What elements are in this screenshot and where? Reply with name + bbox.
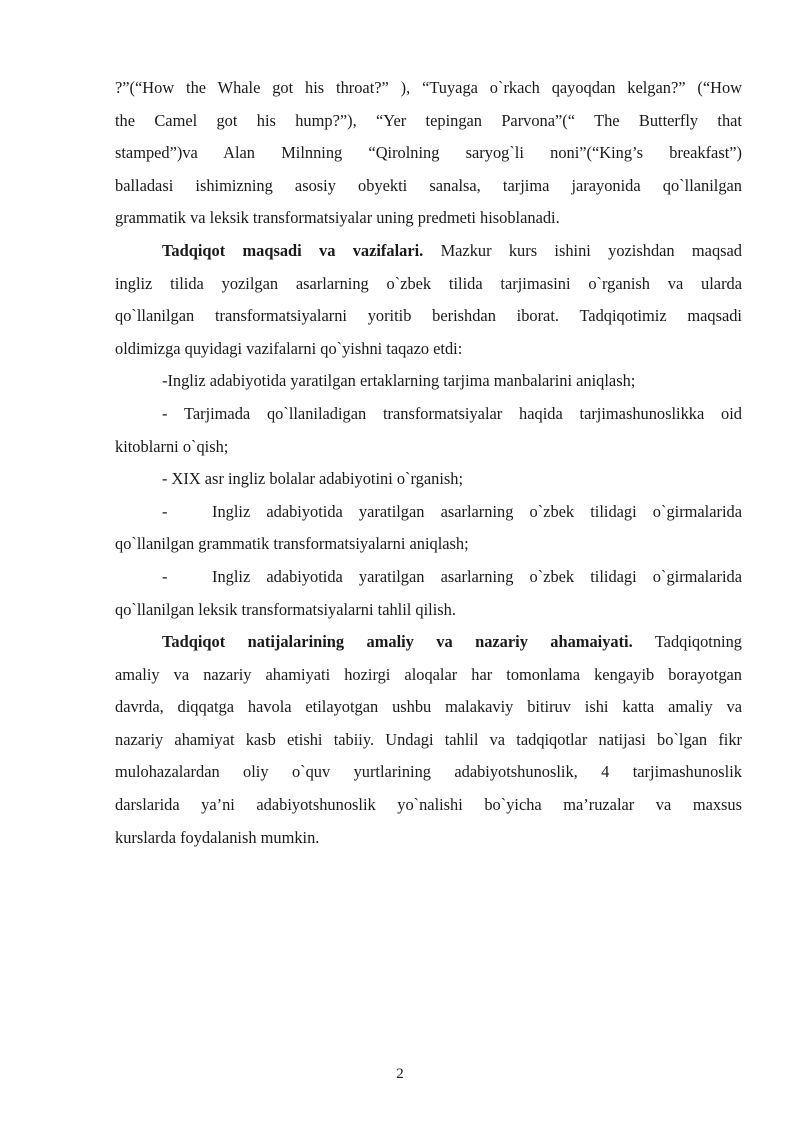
text-line: balladasi ishimizning asosiy obyekti sanalsa, tarjima jarayonida qo`llanilgan (115, 175, 742, 195)
text-line: Mazkur kurs ishini yozishdan maqsad (423, 240, 742, 260)
text-line: grammatik va leksik transformatsiyalar uning predmeti hisoblanadi. (115, 208, 560, 228)
text-line: ingliz tilida yozilgan asarlarning o`zbek tilida tarjimasini o`rganish va ularda (115, 273, 742, 293)
paragraph-first-line (115, 626, 742, 659)
text-line: darslarida ya’ni adabiyotshunoslik yo`nalishi bo`yicha ma’ruzalar va maxsus (115, 795, 742, 815)
text-line: qo`llanilgan transformatsiyalarni yoritib berishdan iborat. Tadqiqotimiz maqsadi (115, 306, 742, 326)
text-line: oldimizga quyidagi vazifalarni qo`yishni taqazo etdi: (115, 338, 463, 358)
list-dash: - (162, 501, 168, 521)
task-item (115, 496, 742, 529)
section-heading-goals: Tadqiqot maqsadi va vazifalari. (162, 240, 424, 260)
section-heading-significance: Tadqiqot natijalarining amaliy va nazariy ahamaiyati. (162, 632, 633, 652)
text-line: Tadqiqotning (632, 632, 742, 652)
paragraph-first-line (115, 235, 742, 268)
text-line: nazariy ahamiyat kasb etishi tabiiy. Undagi tahlil va tadqiqotlar natijasi bo`lgan fikr (115, 729, 742, 749)
document-page (115, 72, 742, 854)
text-line: the Camel got his hump?”), “Yer tepingan Parvona”(“ The Butterfly that (115, 110, 742, 130)
text-line: amaliy va nazariy ahamiyati hozirgi aloqalar har tomonlama kengayib borayotgan (115, 664, 742, 684)
text-line: ?”(“How the Whale got his throat?” ), “Tuyaga o`rkach qayoqdan kelgan?” (“How (115, 78, 742, 97)
task-text: Ingliz adabiyotida yaratilgan asarlarning o`zbek tilidagi o`girmalarida (212, 566, 742, 586)
task-item-continuation: qo`llanilgan grammatik transformatsiyalarni aniqlash; (115, 534, 469, 554)
task-item: -Ingliz adabiyotida yaratilgan ertaklarning tarjima manbalarini aniqlash; (162, 371, 636, 391)
task-text: Ingliz adabiyotida yaratilgan asarlarning o`zbek tilidagi o`girmalarida (212, 501, 742, 521)
task-item-continuation: kitoblarni o`qish; (115, 436, 229, 456)
text-line: mulohazalardan oliy o`quv yurtlarining adabiyotshunoslik, 4 tarjimashunoslik (115, 762, 742, 782)
list-dash: - (162, 566, 168, 586)
task-item (115, 561, 742, 594)
page-number: 2 (396, 1066, 404, 1082)
task-item: - XIX asr ingliz bolalar adabiyotini o`rganish; (162, 469, 464, 489)
task-item-continuation: qo`llanilgan leksik transformatsiyalarni tahlil qilish. (115, 599, 456, 619)
text-line: davrda, diqqatga havola etilayotgan ushbu malakaviy bitiruv ishi katta amaliy va (115, 697, 742, 717)
task-item: - Tarjimada qo`llaniladigan transformatsiyalar haqida tarjimashunoslikka oid (162, 403, 742, 423)
text-line: kurslarda foydalanish mumkin. (115, 827, 320, 847)
text-line: stamped”)va Alan Milnning “Qirolning saryog`li noni”(“King’s breakfast”) (115, 143, 742, 163)
